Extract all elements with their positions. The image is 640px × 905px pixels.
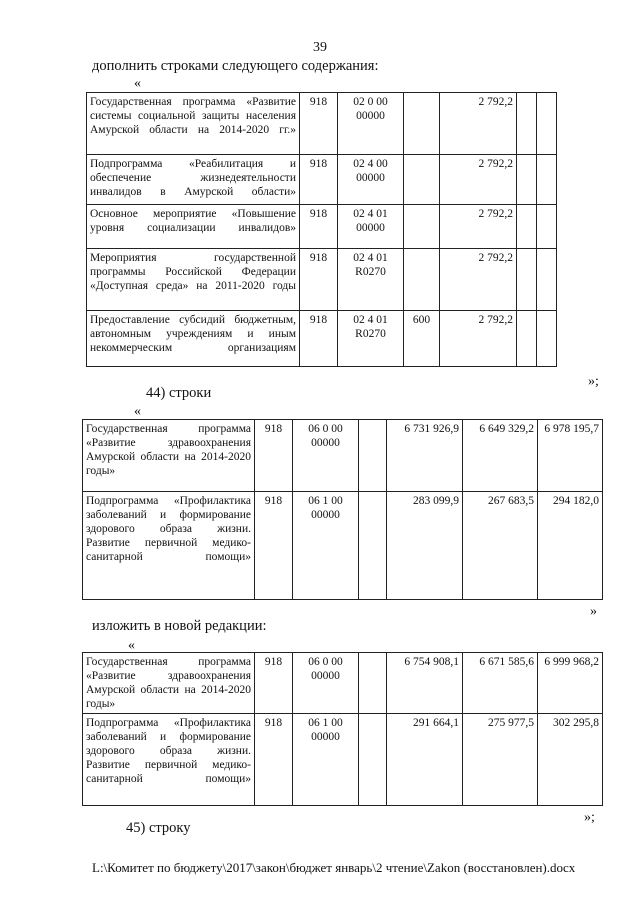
close-quote-1: »;: [588, 374, 599, 389]
table-budget-additions: [86, 92, 557, 367]
cell-v3: 6 978 195,7: [538, 420, 603, 492]
cell-ved: 918: [255, 492, 293, 600]
cell-v1: 2 792,2: [440, 311, 517, 367]
cell-name: Государственная программа «Развитие здравоохранения Амурской области на 2014-2020 годы»: [83, 653, 255, 714]
cell-name: Государственная программа «Развитие здравоохранения Амурской области на 2014-2020 годы»: [83, 420, 255, 492]
cell-vr: [359, 714, 387, 806]
cell-v3: [537, 155, 557, 205]
cell-v2: [517, 249, 537, 311]
cell-ved: 918: [300, 93, 338, 155]
cell-name: Государственная программа «Развитие системы социальной защиты населения Амурской области на 2014-2020 гг.»: [87, 93, 300, 155]
table-row: [87, 93, 557, 155]
cell-ved: 918: [300, 155, 338, 205]
cell-ved: 918: [255, 653, 293, 714]
open-quote-2: «: [134, 404, 141, 419]
cell-v1: 6 731 926,9: [387, 420, 463, 492]
cell-v2: [517, 311, 537, 367]
cell-v1: 291 664,1: [387, 714, 463, 806]
footer-file-path: L:\Комитет по бюджету\2017\закон\бюджет январь\2 чтение\Zakon (восстановлен).docx: [92, 860, 576, 875]
cell-cs: 02 4 01 R0270: [338, 249, 404, 311]
cell-cs: 06 1 00 00000: [293, 714, 359, 806]
cell-v3: [537, 93, 557, 155]
page-number: 39: [313, 40, 327, 55]
cell-v2: [517, 93, 537, 155]
cell-v2: 267 683,5: [463, 492, 538, 600]
cell-name: Мероприятия государственной программы Российской Федерации «Доступная среда» на 2011-2020 годы: [87, 249, 300, 311]
table-row: [83, 653, 603, 714]
cell-name: Подпрограмма «Профилактика заболеваний и формирование здорового образа жизни. Развитие первичной медико-санитарной помощи»: [83, 714, 255, 806]
intro-text: дополнить строками следующего содержания:: [92, 58, 379, 74]
cell-vr: [404, 249, 440, 311]
section-44-heading: 44) строки: [146, 385, 212, 401]
table-row: [83, 492, 603, 600]
cell-v2: [517, 155, 537, 205]
cell-v3: 6 999 968,2: [538, 653, 603, 714]
cell-cs: 06 0 00 00000: [293, 653, 359, 714]
cell-v2: [517, 205, 537, 249]
cell-vr: 600: [404, 311, 440, 367]
cell-v3: 302 295,8: [538, 714, 603, 806]
cell-vr: [359, 420, 387, 492]
cell-cs: 06 0 00 00000: [293, 420, 359, 492]
cell-cs: 02 4 01 R0270: [338, 311, 404, 367]
open-quote-3: «: [128, 638, 135, 653]
cell-v1: 2 792,2: [440, 155, 517, 205]
cell-cs: 02 4 00 00000: [338, 155, 404, 205]
cell-v2: 275 977,5: [463, 714, 538, 806]
cell-v1: 2 792,2: [440, 249, 517, 311]
restate-text: изложить в новой редакции:: [92, 618, 267, 634]
table-row: [83, 420, 603, 492]
cell-name: Основное мероприятие «Повышение уровня социализации инвалидов»: [87, 205, 300, 249]
cell-cs: 06 1 00 00000: [293, 492, 359, 600]
cell-v2: 6 671 585,6: [463, 653, 538, 714]
section-45-heading: 45) строку: [126, 820, 191, 836]
table-row: [87, 249, 557, 311]
close-quote-2: »: [590, 604, 597, 619]
cell-vr: [404, 93, 440, 155]
table-new-rows: [82, 652, 603, 806]
cell-v3: [537, 249, 557, 311]
cell-ved: 918: [300, 249, 338, 311]
table-row: [83, 714, 603, 806]
cell-v3: 294 182,0: [538, 492, 603, 600]
cell-name: Предоставление субсидий бюджетным, автономным учреждениям и иным некоммерческим организациям: [87, 311, 300, 367]
cell-name: Подпрограмма «Реабилитация и обеспечение жизнедеятельности инвалидов в Амурской области»: [87, 155, 300, 205]
table-row: [87, 205, 557, 249]
table-row: [87, 155, 557, 205]
cell-vr: [359, 492, 387, 600]
cell-ved: 918: [300, 311, 338, 367]
cell-v3: [537, 311, 557, 367]
cell-v1: 283 099,9: [387, 492, 463, 600]
cell-cs: 02 4 01 00000: [338, 205, 404, 249]
table-row: [87, 311, 557, 367]
cell-ved: 918: [255, 420, 293, 492]
cell-v2: 6 649 329,2: [463, 420, 538, 492]
cell-ved: 918: [255, 714, 293, 806]
cell-v3: [537, 205, 557, 249]
cell-v1: 2 792,2: [440, 93, 517, 155]
close-quote-3: »;: [584, 810, 595, 825]
cell-vr: [404, 205, 440, 249]
table-old-rows: [82, 419, 603, 600]
cell-v1: 6 754 908,1: [387, 653, 463, 714]
cell-vr: [404, 155, 440, 205]
cell-v1: 2 792,2: [440, 205, 517, 249]
cell-vr: [359, 653, 387, 714]
cell-cs: 02 0 00 00000: [338, 93, 404, 155]
open-quote-1: «: [134, 76, 141, 91]
cell-ved: 918: [300, 205, 338, 249]
cell-name: Подпрограмма «Профилактика заболеваний и формирование здорового образа жизни. Развитие первичной медико-санитарной помощи»: [83, 492, 255, 600]
